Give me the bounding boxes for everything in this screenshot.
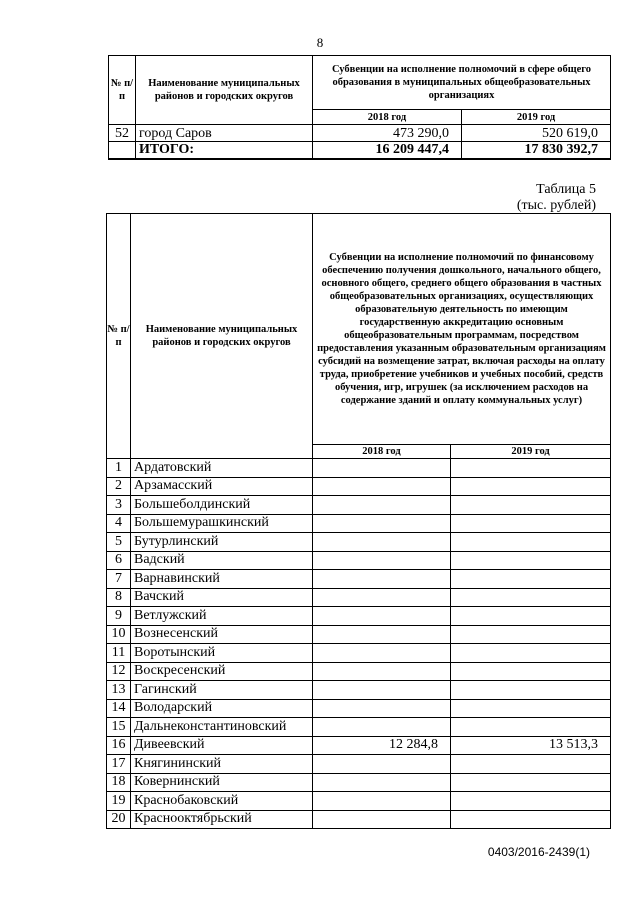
row-value-2019 [451, 459, 611, 478]
row-number: 13 [107, 681, 131, 700]
table-row [107, 551, 611, 570]
subsidy-table-private-schools [106, 213, 611, 829]
row-value-2019: 13 513,3 [451, 736, 611, 755]
row-number: 8 [107, 588, 131, 607]
table-row [107, 477, 611, 496]
col-header-name: Наименование муниципальных районов и городских округов [136, 56, 313, 125]
document-code: 0403/2016-2439(1) [487, 845, 590, 859]
row-value-2019 [451, 681, 611, 700]
row-value-2019 [451, 496, 611, 515]
row-name: Воротынский [131, 644, 313, 663]
row-name: Краснобаковский [131, 792, 313, 811]
row-value-2019 [451, 533, 611, 552]
row-value-2019 [451, 662, 611, 681]
row-value-2019 [451, 588, 611, 607]
row-value-2018 [313, 755, 451, 774]
table-row [107, 681, 611, 700]
table-row [107, 644, 611, 663]
row-value-2018 [313, 533, 451, 552]
row-name: Вознесенский [131, 625, 313, 644]
row-value-2018 [313, 644, 451, 663]
total-value-2019: 17 830 392,7 [462, 142, 611, 159]
row-value-2018: 12 284,8 [313, 736, 451, 755]
col-header-year-2019: 2019 год [451, 445, 611, 459]
row-name: Дивеевский [131, 736, 313, 755]
row-value-2019 [451, 718, 611, 737]
row-number: 17 [107, 755, 131, 774]
row-name: город Саров [136, 125, 313, 142]
row-name: Большеболдинский [131, 496, 313, 515]
row-name: Володарский [131, 699, 313, 718]
row-number: 5 [107, 533, 131, 552]
row-value-2019 [451, 755, 611, 774]
row-name: Арзамасский [131, 477, 313, 496]
row-value-2018 [313, 607, 451, 626]
row-value-2019 [451, 477, 611, 496]
col-header-year-2018: 2018 год [313, 445, 451, 459]
table-row [107, 533, 611, 552]
row-number: 6 [107, 551, 131, 570]
total-row [109, 142, 611, 159]
row-value-2018 [313, 514, 451, 533]
table-row [107, 792, 611, 811]
row-name: Большемурашкинский [131, 514, 313, 533]
row-value-2018 [313, 570, 451, 589]
total-label: ИТОГО: [136, 142, 313, 159]
row-name: Воскресенский [131, 662, 313, 681]
row-number: 9 [107, 607, 131, 626]
row-value-2019 [451, 699, 611, 718]
table-row [107, 570, 611, 589]
row-value-2018 [313, 459, 451, 478]
row-name: Ардатовский [131, 459, 313, 478]
row-value-2018 [313, 588, 451, 607]
table-row [109, 125, 611, 142]
table5-unit: (тыс. рублей) [516, 198, 596, 213]
row-name: Ковернинский [131, 773, 313, 792]
row-value-2019 [451, 810, 611, 829]
row-value-2018 [313, 699, 451, 718]
row-number: 12 [107, 662, 131, 681]
table5-title: Таблица 5 [536, 182, 596, 197]
row-number: 10 [107, 625, 131, 644]
row-value-2019 [451, 607, 611, 626]
table-row [107, 810, 611, 829]
table-row [107, 755, 611, 774]
row-number: 16 [107, 736, 131, 755]
row-value-2019 [451, 514, 611, 533]
row-value-2018 [313, 773, 451, 792]
row-number: 3 [107, 496, 131, 515]
table-row [107, 496, 611, 515]
row-value-2018 [313, 496, 451, 515]
row-value-2018 [313, 810, 451, 829]
row-value-2018 [313, 792, 451, 811]
table-row [107, 736, 611, 755]
row-name: Бутурлинский [131, 533, 313, 552]
row-name: Вачский [131, 588, 313, 607]
row-name: Дальнеконстантиновский [131, 718, 313, 737]
col-header-subsidy: Субвенции на исполнение полномочий в сфере общего образования в муниципальных общеобразовательных организациях [313, 56, 611, 110]
row-number: 14 [107, 699, 131, 718]
row-number: 15 [107, 718, 131, 737]
col-header-number: № п/п [109, 56, 136, 125]
col-header-subsidy: Субвенции на исполнение полномочий по финансовому обеспечению получения дошкольного, начального общего, основного общего, среднего общего образования в частных общеобразовательных организациях, осуществляющих образовательную деятельность по имеющим государственную аккредитацию основным общеобразовательным программам, посредством предоставления указанным образовательным организациям субсидий на возмещение затрат, включая расходы на оплату труда, приобретение учебников и учебных пособий, средств обучения, игр, игрушек (за исключением расходов на содержание зданий и оплату коммунальных услуг) [313, 214, 611, 445]
page-number: 8 [316, 35, 324, 50]
col-header-year-2019: 2019 год [462, 110, 611, 125]
table-row [107, 459, 611, 478]
row-value-2019 [451, 644, 611, 663]
row-name: Варнавинский [131, 570, 313, 589]
row-number: 2 [107, 477, 131, 496]
table-row [107, 699, 611, 718]
row-name: Ветлужский [131, 607, 313, 626]
row-value-2019: 520 619,0 [462, 125, 611, 142]
row-value-2018: 473 290,0 [313, 125, 462, 142]
subsidy-table-general-education [108, 55, 611, 160]
row-value-2018 [313, 625, 451, 644]
table-row [107, 514, 611, 533]
row-value-2019 [451, 773, 611, 792]
row-number: 19 [107, 792, 131, 811]
row-value-2018 [313, 551, 451, 570]
row-number: 7 [107, 570, 131, 589]
row-value-2018 [313, 718, 451, 737]
row-name: Княгининский [131, 755, 313, 774]
row-number: 4 [107, 514, 131, 533]
table-row [107, 607, 611, 626]
row-name: Краснооктябрьский [131, 810, 313, 829]
row-name: Вадский [131, 551, 313, 570]
row-value-2019 [451, 570, 611, 589]
row-number: 20 [107, 810, 131, 829]
row-value-2019 [451, 625, 611, 644]
table-row [107, 625, 611, 644]
total-value-2018: 16 209 447,4 [313, 142, 462, 159]
row-value-2019 [451, 551, 611, 570]
col-header-name: Наименование муниципальных районов и городских округов [131, 214, 313, 459]
table-row [107, 588, 611, 607]
row-value-2018 [313, 681, 451, 700]
row-value-2018 [313, 662, 451, 681]
table-row [107, 718, 611, 737]
row-number: 52 [109, 125, 136, 142]
row-number: 11 [107, 644, 131, 663]
table-row [107, 773, 611, 792]
row-number: 18 [107, 773, 131, 792]
row-value-2019 [451, 792, 611, 811]
row-name: Гагинский [131, 681, 313, 700]
row-number: 1 [107, 459, 131, 478]
col-header-year-2018: 2018 год [313, 110, 462, 125]
row-value-2018 [313, 477, 451, 496]
table-row [107, 662, 611, 681]
col-header-number: № п/п [107, 214, 131, 459]
